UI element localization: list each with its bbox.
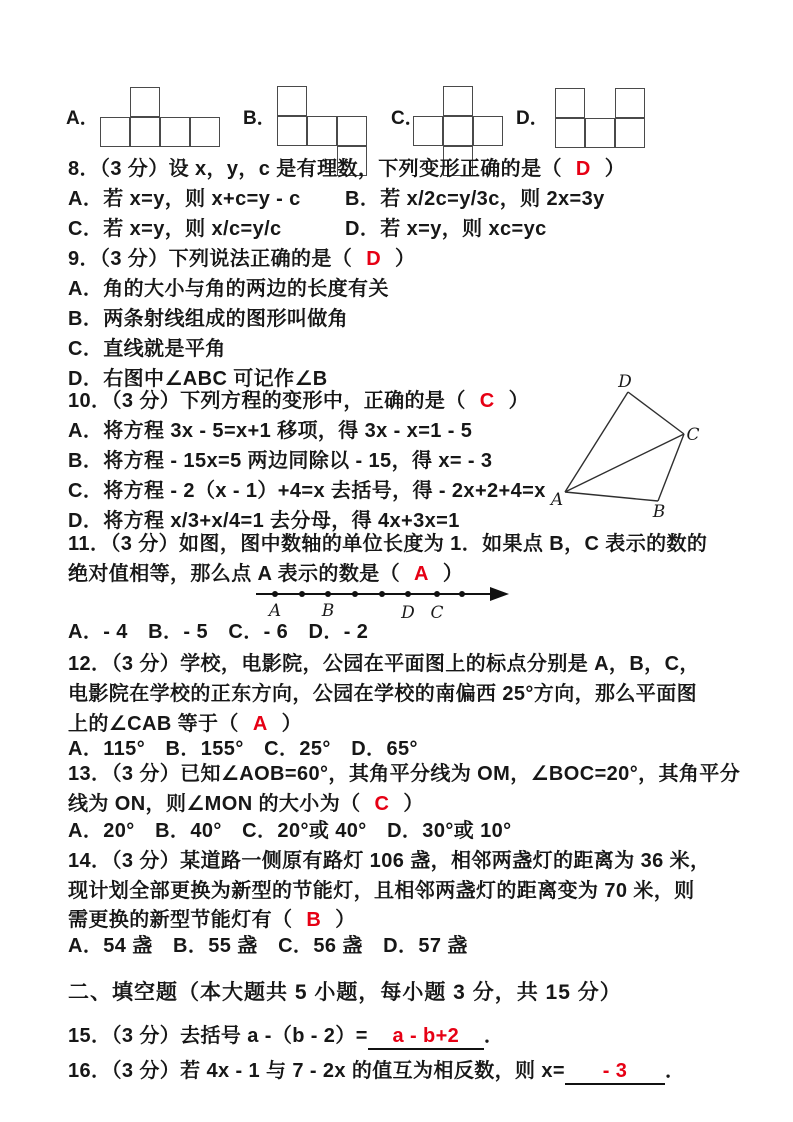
numberline-dot — [299, 591, 305, 597]
q11-line2-post: ） — [442, 563, 464, 585]
q10-stem-pre: 10．（3 分）下列方程的变形中，正确的是（ — [68, 390, 466, 412]
q9-option-a: A．角的大小与角的两边的长度有关 — [68, 278, 389, 300]
numberline-dot — [352, 591, 358, 597]
q10-answer: C — [479, 390, 495, 412]
q14-line1: 14．（3 分）某道路一侧原有路灯 106 盏，相邻两盏灯的距离为 36 米， — [68, 850, 711, 872]
q13-options: A．20° B．40° C．20°或 40° D．30°或 10° — [68, 820, 512, 842]
q14-answer: B — [306, 909, 322, 931]
q16-line — [68, 1059, 685, 1085]
q9-answer: D — [366, 248, 382, 270]
q10-option-d: D．将方程 x/3+x/4=1 去分母，得 4x+3x=1 — [68, 510, 460, 532]
numberline-dot — [379, 591, 385, 597]
numberline-dot — [325, 591, 331, 597]
net-square — [615, 88, 645, 118]
q8-option-c: C．若 x=y，则 x/c=y/c — [68, 218, 282, 240]
q16-post: ． — [665, 1060, 686, 1082]
net-square — [555, 118, 585, 148]
q10-option-b: B．将方程 - 15x=5 两边同除以 - 15，得 x= - 3 — [68, 450, 493, 472]
numberline-figure — [240, 578, 510, 622]
q8-option-b: B．若 x/2c=y/3c，则 2x=3y — [345, 188, 605, 210]
numberline-dot — [272, 591, 278, 597]
net-square — [443, 86, 473, 116]
q8-options-ab — [68, 187, 605, 211]
quadrilateral-figure — [545, 372, 715, 522]
section2-header: 二、填空题（本大题共 5 小题，每小题 3 分，共 15 分） — [68, 981, 622, 1004]
net-square — [443, 116, 473, 146]
q16-blank — [565, 1059, 665, 1085]
q9-stem-pre: 9．（3 分）下列说法正确的是（ — [68, 248, 353, 270]
net-square — [413, 116, 443, 146]
numberline-label-a: A — [268, 601, 282, 621]
q14-options: A．54 盏 B．55 盏 C．56 盏 D．57 盏 — [68, 935, 468, 957]
q16-answer: - 3 — [602, 1060, 628, 1082]
q13-line2-pre: 线为 ON，则∠MON 的大小为（ — [68, 793, 361, 815]
edge-DC — [628, 392, 684, 434]
q13-line1: 13．（3 分）已知∠AOB=60°，其角平分线为 OM，∠BOC=20°，其角平分 — [68, 763, 741, 785]
q14-line3 — [68, 908, 356, 932]
q12-line3 — [68, 712, 302, 736]
net-square — [130, 87, 160, 117]
vertex-label-b: B — [652, 502, 666, 522]
q11-line1: 11．（3 分）如图，图中数轴的单位长度为 1．如果点 B，C 表示的数的 — [68, 533, 708, 555]
net-square — [615, 118, 645, 148]
net-label-a: A． — [66, 108, 99, 129]
q9-option-d: D．右图中∠ABC 可记作∠B — [68, 368, 328, 390]
vertex-label-a: A — [550, 490, 564, 510]
net-label-b: B． — [243, 108, 276, 129]
q8-stem — [68, 157, 625, 181]
net-label-d: D． — [516, 108, 549, 129]
numberline-label-c: C — [430, 603, 444, 622]
q15-post: ． — [483, 1025, 505, 1047]
q11-options: A．- 4 B．- 5 C．- 6 D．- 2 — [68, 621, 369, 643]
q9-option-b: B．两条射线组成的图形叫做角 — [68, 308, 349, 330]
q9-option-c: C．直线就是平角 — [68, 338, 226, 360]
q8-stem-post: ） — [604, 158, 626, 180]
q14-line3-pre: 需更换的新型节能灯有（ — [68, 909, 293, 931]
q14-line2: 现计划全部更换为新型的节能灯，且相邻两盏灯的距离变为 70 米，则 — [68, 880, 695, 902]
net-square — [190, 117, 220, 147]
q13-answer: C — [374, 793, 390, 815]
q11-answer: A — [414, 563, 429, 585]
q16-pre: 16．（3 分）若 4x - 1 与 7 - 2x 的值互为相反数，则 x= — [68, 1060, 565, 1082]
q12-line1: 12．（3 分）学校，电影院，公园在平面图上的标点分别是 A，B，C， — [68, 653, 700, 675]
net-square — [277, 86, 307, 116]
q9-stem-post: ） — [395, 248, 416, 270]
numberline-dot — [405, 591, 411, 597]
net-square — [100, 117, 130, 147]
q8-option-a: A．若 x=y，则 x+c=y - c — [68, 188, 301, 210]
q13-line2 — [68, 792, 424, 816]
net-label-c: C． — [391, 108, 424, 129]
net-square — [307, 116, 337, 146]
q8-stem-pre: 8．（3 分）设 x，y，c 是有理数，下列变形正确的是（ — [68, 158, 562, 180]
q11-line2-pre: 绝对值相等，那么点 A 表示的数是（ — [68, 563, 401, 585]
q9-stem — [68, 247, 415, 271]
q10-option-a: A．将方程 3x - 5=x+1 移项，得 3x - x=1 - 5 — [68, 420, 473, 442]
numberline-label-d: D — [401, 603, 415, 622]
q8-options-cd — [68, 217, 547, 241]
q13-line2-post: ） — [403, 793, 424, 815]
net-square — [160, 117, 190, 147]
numberline-arrowhead-icon — [490, 587, 509, 601]
q10-option-c: C．将方程 - 2（x - 1）+4=x 去括号，得 - 2x+2+4=x — [68, 480, 546, 502]
q12-line2: 电影院在学校的正东方向，公园在学校的南偏西 25°方向，那么平面图 — [68, 683, 698, 705]
q10-stem — [68, 389, 529, 413]
numberline-label-b: B — [321, 601, 335, 621]
net-square — [473, 116, 503, 146]
net-square — [555, 88, 585, 118]
net-square — [277, 116, 307, 146]
q12-line3-pre: 上的∠CAB 等于（ — [68, 713, 239, 735]
vertex-label-d: D — [618, 372, 632, 392]
vertex-label-c: C — [686, 425, 700, 445]
q14-line3-post: ） — [335, 909, 356, 931]
q15-blank — [368, 1024, 484, 1050]
numberline-dot — [459, 591, 465, 597]
net-square — [585, 118, 615, 148]
q12-options: A．115° B．155° C．25° D．65° — [68, 738, 418, 760]
q12-line3-post: ） — [281, 713, 303, 735]
edge-BA — [565, 492, 658, 501]
q8-answer: D — [575, 158, 591, 180]
q12-answer: A — [252, 713, 268, 735]
net-square — [130, 117, 160, 147]
numberline-dot — [434, 591, 440, 597]
net-square — [337, 116, 367, 146]
q8-option-d: D．若 x=y，则 xc=yc — [345, 218, 547, 240]
q10-stem-post: ） — [508, 390, 529, 412]
q15-answer: a - b+2 — [392, 1025, 460, 1047]
q15-line — [68, 1024, 504, 1050]
q15-pre: 15．（3 分）去括号 a -（b - 2）= — [68, 1025, 368, 1047]
